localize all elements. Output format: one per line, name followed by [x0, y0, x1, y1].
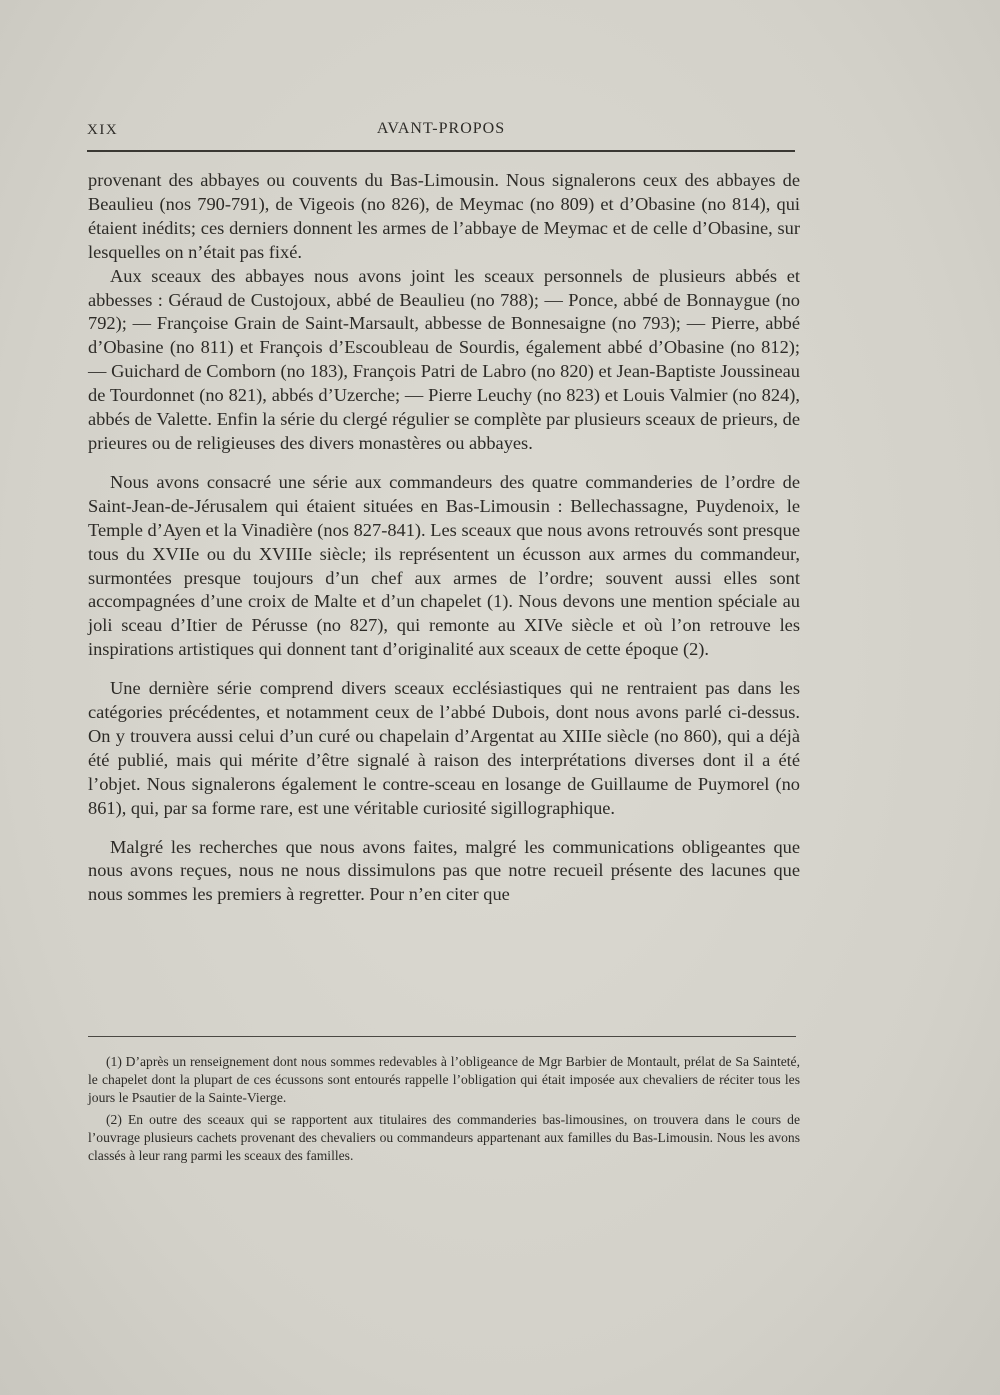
page-header [87, 118, 795, 148]
header-rule [87, 150, 795, 152]
page-number: XIX [87, 122, 119, 138]
body-text [88, 169, 800, 907]
footnote-rule [88, 1036, 796, 1037]
paragraph-3: Nous avons consacré une série aux commandeurs des quatre commanderies de l’ordre de Saint-Jean-de-Jérusalem qui étaient situées en Bas-Limousin : Bellechassagne, Puydenoix, le Temple d’Ayen et la Vinadière (nos 827-841). Les sceaux que nous avons retrouvés sont presque tous du XVIIe ou du XVIIIe siècle; ils représentent un écusson aux armes du commandeur, surmontées presque toujours d’un chef aux armes de l’ordre; souvent aussi elles sont accompagnées d’une croix de Malte et d’un chapelet (1). Nous devons une mention spéciale au joli sceau d’Itier de Pérusse (no 827), qui remonte au XIVe siècle et où l’on retrouve les inspirations artistiques qui donnent tant d’originalité aux sceaux de cette époque (2). [88, 471, 800, 660]
paragraph-5: Malgré les recherches que nous avons faites, malgré les communications obligeantes que nous avons reçues, nous ne nous dissimulons pas que notre recueil présente des lacunes que nous sommes les premiers à regretter. Pour n’en citer que [88, 836, 800, 905]
footnotes [88, 1053, 800, 1169]
footnote-1: (1) D’après un renseignement dont nous sommes redevables à l’obligeance de Mgr Barbier de Montault, prélat de Sa Sainteté, le chapelet dont la plupart de ces écussons sont entourés rappelle l’obligation qui était imposée aux chevaliers de réciter tous les jours le Psautier de la Sainte-Vierge. [88, 1054, 800, 1105]
running-title: AVANT-PROPOS [376, 120, 506, 137]
footnote-2: (2) En outre des sceaux qui se rapportent aux titulaires des commanderies bas-limousines, on trouvera dans le cours de l’ouvrage plusieurs cachets provenant des chevaliers ou commandeurs appartenant aux familles du Bas-Limousin. Nous les avons classés à leur rang parmi les sceaux des familles. [88, 1112, 800, 1163]
paragraph-1: provenant des abbayes ou couvents du Bas-Limousin. Nous signalerons ceux des abbayes de Beaulieu (nos 790-791), de Vigeois (no 826), de Meymac (no 809) et d’Obasine (no 814), qui étaient inédits; ces derniers donnent les armes de l’abbaye de Meymac et de celle d’Obasine, sur lesquelles on n’était pas fixé. [88, 170, 800, 262]
paragraph-4: Une dernière série comprend divers sceaux ecclésiastiques qui ne rentraient pas dans les catégories précédentes, et notamment ceux de l’abbé Dubois, dont nous avons parlé ci-dessus. On y trouvera aussi celui d’un curé ou chapelain d’Argentat au XIIIe siècle (no 860), qui a déjà été publié, mais qui mérite d’être signalé à raison des interprétations diverses dont il a été l’objet. Nous signalerons également le contre-sceau en losange de Guillaume de Puymorel (no 861), qui, par sa forme rare, est une véritable curiosité sigillographique. [88, 678, 800, 818]
paragraph-2: Aux sceaux des abbayes nous avons joint les sceaux personnels de plusieurs abbés et abbesses : Géraud de Custojoux, abbé de Beaulieu (no 788); — Ponce, abbé de Bonnaygue (no 792); — Françoise Grain de Saint-Marsault, abbesse de Bonnesaigne (no 793); — Pierre, abbé d’Obasine (no 811) et François d’Escoubleau de Sourdis, également abbé d’Obasine (no 812); — Guichard de Comborn (no 183), François Patri de Labro (no 820) et Jean-Baptiste Joussineau de Tourdonnet (no 821), abbés d’Uzerche; — Pierre Leuchy (no 823) et Louis Valmier (no 824), abbés de Valette. Enfin la série du clergé régulier se complète par plusieurs sceaux de prieurs, de prieures ou de religieuses des divers monastères ou abbayes. [88, 265, 800, 453]
